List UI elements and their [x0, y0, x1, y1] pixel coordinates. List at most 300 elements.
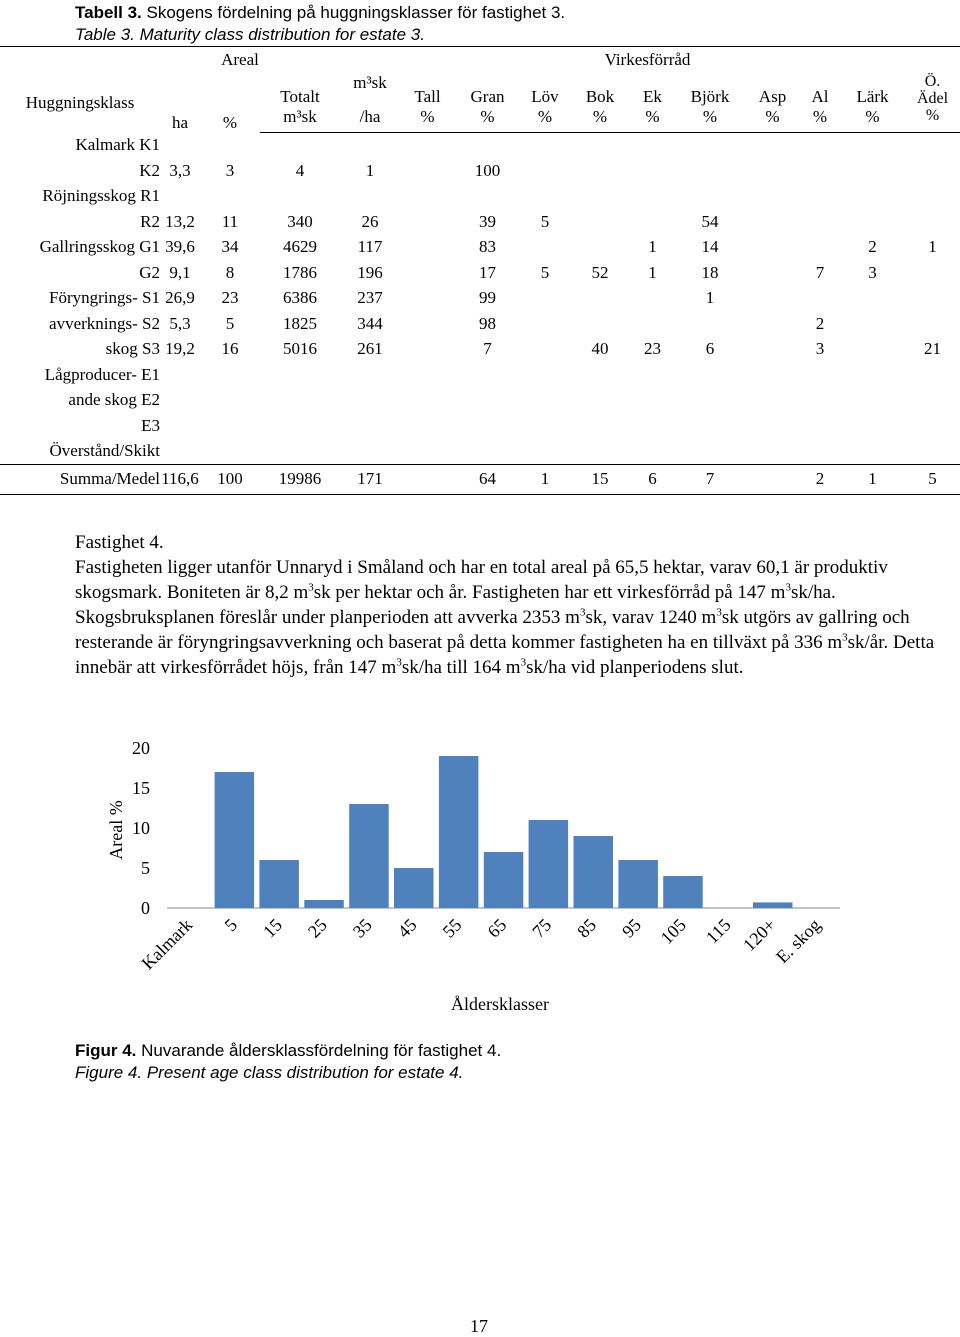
- col-header-bjork-unit: %: [675, 107, 745, 133]
- table-cell: [570, 413, 630, 439]
- table-cell: 21: [924, 339, 941, 359]
- table-caption-label-sv: Tabell 3.: [75, 3, 142, 22]
- table-cell: 18: [701, 262, 719, 282]
- table-cell: [340, 362, 400, 388]
- table-cell: [160, 133, 200, 159]
- table-cell: 3,3: [169, 160, 191, 180]
- superscript: 3: [842, 631, 848, 644]
- bar-5: [394, 868, 434, 908]
- summary-cell: 100: [200, 464, 260, 494]
- table-cell: [520, 158, 570, 184]
- table-cell: [800, 184, 840, 210]
- table-cell: [520, 413, 570, 439]
- table-cell: [570, 209, 630, 235]
- x-axis-labels: [138, 915, 825, 974]
- text-segment: sk utgörs av gallring och resterande är föryngringsavverkning och baserat på detta kommer fastigheten ha en tillväxt på 336 m: [75, 607, 910, 653]
- summary-cell: 7: [675, 464, 745, 494]
- table-cell: 2: [815, 313, 825, 333]
- table-summary-row: [0, 464, 960, 494]
- summary-cell: 1: [520, 464, 570, 494]
- summary-cell: 15: [570, 464, 630, 494]
- table-cell: [200, 413, 260, 439]
- text-segment: sk/ha till 164 m: [401, 657, 521, 678]
- table-row: [0, 209, 960, 235]
- estate-4-description: [75, 530, 935, 680]
- col-header-asp: Asp: [758, 86, 787, 106]
- table-cell: 340: [287, 211, 313, 231]
- text-segment: sk per hektar och år. Fastigheten har ett virkesförråd på 147 m: [313, 582, 786, 603]
- table-cell: [455, 133, 520, 159]
- summary-cell: [745, 464, 800, 494]
- figure-caption-label-sv: Figur 4.: [75, 1041, 137, 1060]
- table-cell: 237: [357, 288, 383, 308]
- table-cell: 5016: [283, 339, 317, 359]
- table-cell: [520, 235, 570, 261]
- table-cell: [675, 413, 745, 439]
- table-cell: [520, 388, 570, 414]
- superscript: 3: [785, 581, 791, 594]
- col-header-bjork: Björk: [690, 86, 730, 106]
- table-cell: [800, 158, 840, 184]
- table-cell: 3: [815, 339, 825, 359]
- table-cell: 8: [225, 262, 235, 282]
- table-cell: [570, 184, 630, 210]
- table-cell: [400, 260, 455, 286]
- table-cell: [905, 362, 960, 388]
- table-row: [0, 337, 960, 363]
- table-cell: 11: [221, 211, 239, 231]
- table-cell: [455, 439, 520, 465]
- table-cell: [905, 439, 960, 465]
- x-tick-label: 120+: [739, 914, 780, 956]
- table-cell: [400, 413, 455, 439]
- table-cell: 13,2: [165, 211, 195, 231]
- row-label: skog S3: [105, 339, 160, 359]
- col-header-ek-unit: %: [630, 107, 675, 133]
- table-cell: [675, 439, 745, 465]
- table-cell: [745, 311, 800, 337]
- x-tick-label: 35: [348, 914, 376, 942]
- table-cell: [520, 133, 570, 159]
- table-caption-sv: [75, 2, 565, 24]
- table-cell: [905, 260, 960, 286]
- table-cell: [630, 362, 675, 388]
- x-tick-label: 65: [483, 914, 511, 942]
- table-cell: [800, 209, 840, 235]
- table-cell: [675, 184, 745, 210]
- table-cell: [200, 362, 260, 388]
- col-header-pct: %: [222, 112, 238, 132]
- table-cell: [400, 286, 455, 312]
- table-cell: [800, 439, 840, 465]
- row-label: ande skog E2: [68, 390, 160, 410]
- table-cell: 6: [705, 339, 715, 359]
- table-row: [0, 133, 960, 159]
- table-cell: 39,6: [165, 237, 195, 257]
- x-tick-label: 85: [573, 914, 601, 942]
- table-cell: 26: [361, 211, 379, 231]
- table-cell: 9,1: [169, 262, 191, 282]
- y-tick-label: 20: [132, 738, 150, 758]
- figure-caption-text-en: Present age class distribution for estate 4.: [142, 1063, 464, 1082]
- table-row: [0, 362, 960, 388]
- table-cell: [840, 362, 905, 388]
- table-cell: [630, 286, 675, 312]
- row-label: Gallringsskog G1: [39, 237, 160, 257]
- y-tick-label: 10: [132, 818, 150, 838]
- row-label: R2: [140, 211, 160, 231]
- table-row: [0, 235, 960, 261]
- superscript: 3: [520, 656, 527, 669]
- table-cell: [570, 362, 630, 388]
- table-cell: 1: [365, 160, 375, 180]
- col-header-totalt-unit: m³sk: [260, 107, 340, 133]
- table-caption-en: [75, 24, 565, 46]
- col-header-tall-unit: %: [400, 107, 455, 133]
- table-row: [0, 439, 960, 465]
- table-cell: [630, 133, 675, 159]
- table-cell: [400, 235, 455, 261]
- table-cell: 26,9: [165, 288, 195, 308]
- table-row: [0, 158, 960, 184]
- table-row: [0, 413, 960, 439]
- x-tick-label: 15: [259, 914, 286, 942]
- col-header-adel-line-1: Ö.: [924, 72, 941, 90]
- x-tick-label: 115: [701, 914, 735, 948]
- table-cell: [840, 158, 905, 184]
- table-row: [0, 184, 960, 210]
- table-cell: [260, 388, 340, 414]
- summary-label: Summa/Medel: [0, 464, 160, 494]
- superscript: 3: [396, 656, 402, 669]
- table-cell: 1: [648, 262, 657, 282]
- table-cell: [260, 413, 340, 439]
- table-cell: [800, 413, 840, 439]
- table-cell: [745, 286, 800, 312]
- bar-3: [304, 900, 344, 908]
- table-cell: [840, 439, 905, 465]
- table-cell: [260, 439, 340, 465]
- text-segment: sk/år. Detta innebär att virkesförrådet höjs, från 147 m: [75, 632, 935, 678]
- x-tick-label: E. skog: [772, 914, 825, 968]
- table-cell: [905, 311, 960, 337]
- table-cell: [745, 362, 800, 388]
- table-cell: 6386: [283, 288, 317, 308]
- col-header-bok-unit: %: [570, 107, 630, 133]
- table-cell: [260, 133, 340, 159]
- table-row: [0, 286, 960, 312]
- bar-11: [663, 876, 703, 908]
- x-tick-label: 45: [393, 914, 421, 942]
- table-cell: [745, 388, 800, 414]
- table-cell: 40: [591, 339, 609, 359]
- table-cell: 7: [483, 339, 492, 359]
- table-cell: [570, 388, 630, 414]
- table-cell: 4629: [283, 237, 317, 257]
- estate-4-paragraph: [75, 555, 935, 680]
- table-cell: [800, 133, 840, 159]
- table-cell: [800, 388, 840, 414]
- table-cell: [675, 133, 745, 159]
- table-body: [0, 133, 960, 465]
- y-tick-label: 0: [141, 898, 150, 918]
- bar-4: [349, 804, 389, 908]
- group-header-areal: Areal: [221, 49, 259, 69]
- table-cell: [400, 388, 455, 414]
- superscript: 3: [579, 606, 586, 619]
- bar-10: [618, 860, 658, 908]
- col-header-bok: Bok: [585, 86, 615, 106]
- table-cell: [160, 184, 200, 210]
- table-cell: [675, 362, 745, 388]
- table-cell: [400, 311, 455, 337]
- table-cell: [630, 184, 675, 210]
- table-cell: [520, 362, 570, 388]
- col-header-m3sk-unit: /ha: [340, 107, 400, 133]
- table-cell: [455, 388, 520, 414]
- summary-cell: 171: [340, 464, 400, 494]
- table-cell: [400, 184, 455, 210]
- summary-cell: 6: [630, 464, 675, 494]
- table-cell: [520, 311, 570, 337]
- table-cell: 23: [221, 288, 239, 308]
- table-row: [0, 388, 960, 414]
- table-cell: 83: [479, 237, 496, 257]
- table-cell: 5: [540, 211, 550, 231]
- table-cell: [800, 362, 840, 388]
- table-cell: [745, 413, 800, 439]
- table-cell: [400, 133, 455, 159]
- table-cell: 117: [357, 237, 383, 257]
- table-cell: [905, 184, 960, 210]
- table-cell: [840, 133, 905, 159]
- table-cell: [630, 158, 675, 184]
- col-header-gran-unit: %: [455, 107, 520, 133]
- table-cell: [840, 286, 905, 312]
- table-cell: [400, 158, 455, 184]
- table-cell: 100: [474, 160, 501, 180]
- superscript: 3: [716, 606, 722, 619]
- table-cell: 7: [815, 262, 825, 282]
- table-cell: 23: [644, 339, 661, 359]
- table-cell: 34: [221, 237, 239, 257]
- col-header-ek: Ek: [643, 86, 662, 106]
- summary-cell: 19986: [260, 464, 340, 494]
- table-cell: [570, 286, 630, 312]
- table-cell: 17: [479, 262, 496, 282]
- bars: [215, 756, 793, 908]
- table-cell: [905, 388, 960, 414]
- table-cell: 14: [701, 237, 719, 257]
- text-segment: sk, varav 1240 m: [585, 607, 717, 628]
- table-cell: [840, 311, 905, 337]
- table-cell: [800, 286, 840, 312]
- table-cell: [160, 413, 200, 439]
- x-axis-title: Åldersklasser: [451, 994, 549, 1014]
- row-label: Föryngrings- S1: [49, 288, 160, 308]
- row-label: E3: [141, 415, 160, 435]
- bar-8: [529, 820, 569, 908]
- figure-caption-en: [75, 1062, 501, 1084]
- group-header-virkesforrad: Virkesförråd: [455, 47, 840, 73]
- table-cell: [905, 158, 960, 184]
- bar-2: [259, 860, 299, 908]
- table-cell: [630, 209, 675, 235]
- table-cell: [675, 311, 745, 337]
- col-header-adel-unit: %: [905, 107, 960, 133]
- table-cell: [840, 388, 905, 414]
- col-header-lov: Löv: [531, 86, 559, 106]
- col-header-asp-unit: %: [745, 107, 800, 133]
- table-cell: [800, 235, 840, 261]
- row-label: G2: [139, 262, 160, 282]
- table-cell: [630, 439, 675, 465]
- table-cell: [400, 439, 455, 465]
- table-cell: [840, 337, 905, 363]
- age-class-bar-chart: [95, 730, 855, 1025]
- table-cell: [520, 286, 570, 312]
- col-header-m3sk: m³sk: [353, 72, 387, 92]
- table-cell: 52: [591, 262, 609, 282]
- table-cell: [340, 184, 400, 210]
- x-tick-label: Kalmark: [137, 914, 197, 974]
- x-tick-label: 75: [528, 914, 556, 942]
- bar-9: [574, 836, 614, 908]
- summary-cell: 5: [905, 464, 960, 494]
- table-cell: [340, 413, 400, 439]
- table-cell: [340, 388, 400, 414]
- table-row: [0, 311, 960, 337]
- table-cell: 5,3: [169, 313, 191, 333]
- y-axis-title: Areal %: [106, 800, 126, 860]
- table-cell: 99: [479, 288, 496, 308]
- table-cell: [200, 439, 260, 465]
- table-row: [0, 260, 960, 286]
- table-cell: [570, 158, 630, 184]
- summary-cell: 1: [840, 464, 905, 494]
- row-label: Överstånd/Skikt: [49, 441, 160, 460]
- table-cell: 261: [357, 339, 383, 359]
- table-cell: [455, 413, 520, 439]
- table-cell: [630, 413, 675, 439]
- table-cell: [260, 184, 340, 210]
- bar-6: [439, 756, 479, 908]
- table-cell: 5: [540, 262, 550, 282]
- y-tick-label: 5: [141, 858, 150, 878]
- table-cell: 1786: [283, 262, 317, 282]
- table-cell: [905, 209, 960, 235]
- row-label: K2: [139, 160, 160, 180]
- table-cell: [570, 311, 630, 337]
- x-tick-label: 25: [303, 914, 331, 942]
- table-cell: [905, 286, 960, 312]
- table-cell: [520, 439, 570, 465]
- table-caption-text-sv: Skogens fördelning på huggningsklasser för fastighet 3.: [141, 3, 566, 22]
- col-header-lark: Lärk: [856, 86, 889, 106]
- bar-13: [753, 902, 793, 908]
- table-cell: [200, 184, 260, 210]
- table-caption-text-en: Maturity class distribution for estate 3.: [134, 25, 425, 44]
- table-cell: [745, 184, 800, 210]
- maturity-class-table: [0, 46, 960, 495]
- bar-1: [215, 772, 255, 908]
- table-cell: [160, 439, 200, 465]
- bar-7: [484, 852, 524, 908]
- table-cell: 5: [225, 313, 235, 333]
- table-cell: [200, 388, 260, 414]
- table-cell: 1: [648, 237, 657, 257]
- table-cell: [160, 388, 200, 414]
- x-tick-label: 95: [618, 914, 645, 942]
- table-cell: 1: [705, 288, 715, 308]
- summary-cell: 64: [455, 464, 520, 494]
- table-cell: [675, 158, 745, 184]
- table-cell: 3: [868, 262, 877, 282]
- table-cell: [570, 439, 630, 465]
- table-cell: [745, 133, 800, 159]
- table-caption: [75, 2, 565, 46]
- summary-cell: [400, 464, 455, 494]
- table-cell: 19,2: [165, 339, 195, 359]
- table-cell: [455, 362, 520, 388]
- text-segment: sk/ha. Skogsbruksplanen föreslår under planperioden att avverka 2353 m: [75, 582, 836, 628]
- summary-cell: 116,6: [160, 464, 200, 494]
- row-label: Lågproducer- E1: [44, 364, 160, 384]
- table-cell: 344: [357, 313, 383, 333]
- page-number: 17: [470, 1316, 488, 1336]
- table-caption-label-en: Table 3.: [75, 25, 135, 44]
- figure-caption-sv: [75, 1040, 501, 1062]
- col-header-lov-unit: %: [520, 107, 570, 133]
- table-cell: [840, 184, 905, 210]
- table-cell: [745, 439, 800, 465]
- col-header-tall: Tall: [414, 86, 441, 106]
- col-header-gran: Gran: [470, 86, 505, 106]
- summary-cell: 2: [800, 464, 840, 494]
- figure-caption-text-sv: Nuvarande åldersklassfördelning för fastighet 4.: [136, 1041, 502, 1060]
- table-cell: [400, 209, 455, 235]
- row-label: Röjningsskog R1: [42, 186, 160, 206]
- table-cell: [630, 388, 675, 414]
- estate-4-heading: Fastighet 4.: [75, 532, 164, 553]
- y-tick-label: 15: [132, 778, 150, 798]
- table-cell: [905, 413, 960, 439]
- table-cell: [260, 362, 340, 388]
- table-column-header-row-1: [0, 73, 960, 107]
- table-cell: [745, 260, 800, 286]
- figure-caption-label-en: Figure 4.: [75, 1063, 143, 1082]
- col-header-totalt: Totalt: [280, 86, 320, 106]
- text-segment: sk/ha vid planperiodens slut.: [526, 657, 744, 678]
- table-cell: [400, 337, 455, 363]
- table-cell: 4: [295, 160, 305, 180]
- table-cell: 16: [221, 339, 239, 359]
- table-cell: [840, 209, 905, 235]
- x-tick-label: 55: [438, 914, 466, 942]
- table-cell: [340, 133, 400, 159]
- table-cell: 3: [225, 160, 235, 180]
- table-cell: [745, 337, 800, 363]
- table-cell: 196: [357, 262, 383, 282]
- table-cell: [400, 362, 455, 388]
- table-cell: [455, 184, 520, 210]
- row-label: Kalmark K1: [75, 135, 160, 155]
- table-cell: 98: [479, 313, 496, 333]
- col-header-huggningsklass: Huggningsklass: [25, 92, 135, 112]
- table-cell: [840, 413, 905, 439]
- table-cell: [520, 184, 570, 210]
- table-cell: 2: [868, 237, 877, 257]
